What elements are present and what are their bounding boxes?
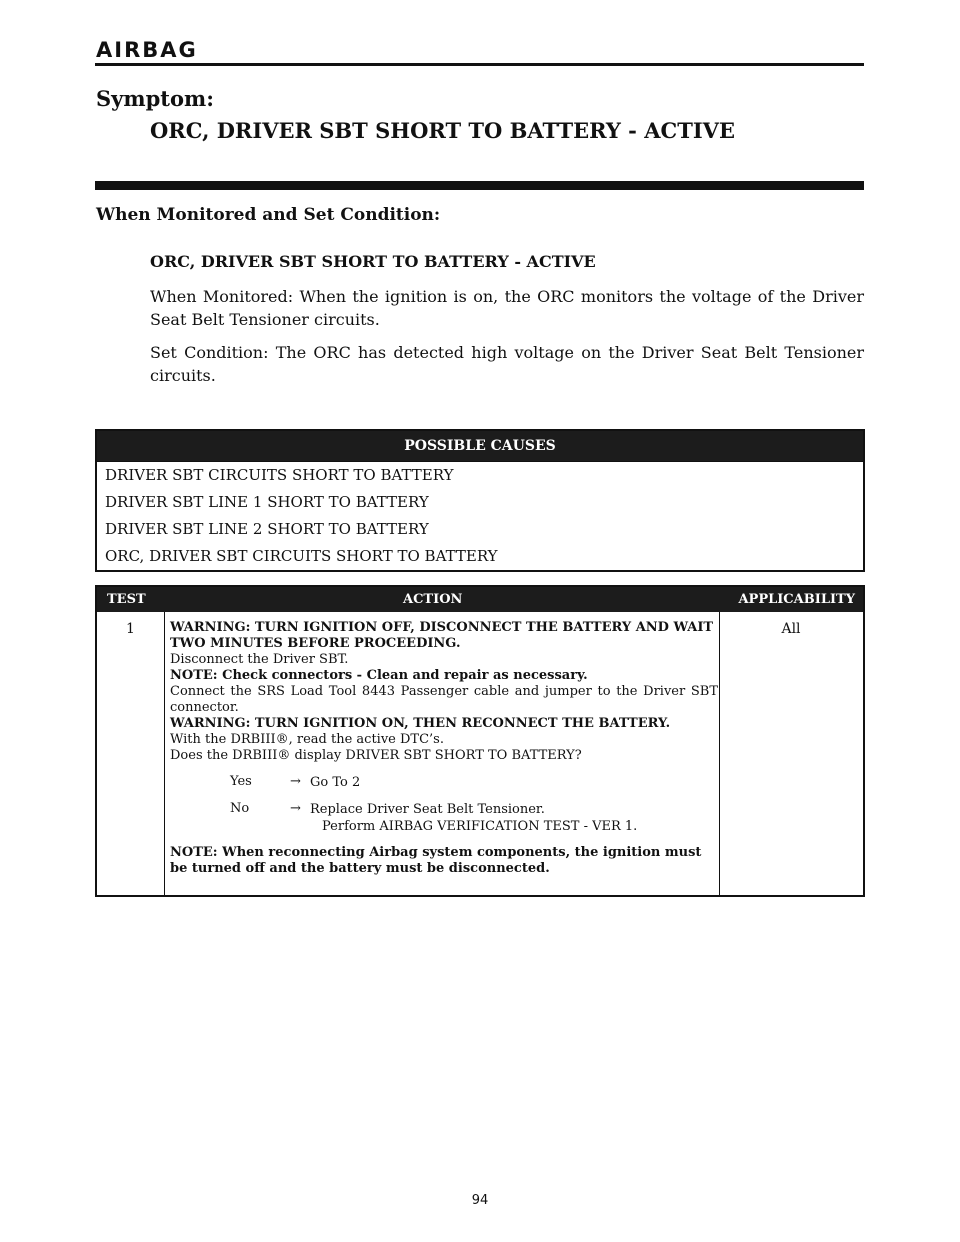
test-row <box>97 612 863 895</box>
no-result-line: Replace Driver Seat Belt Tensioner. <box>310 802 545 817</box>
no-branch <box>170 801 718 835</box>
test-applicability: All <box>781 621 801 637</box>
question-text: Does the DRBIII® display DRIVER SBT SHORT TO BATTERY? <box>170 748 582 763</box>
symptom-title: ORC, DRIVER SBT SHORT TO BATTERY - ACTIVE <box>150 118 735 143</box>
header-applicability: APPLICABILITY <box>738 592 855 607</box>
section-title: AIRBAG <box>96 38 198 62</box>
cause-item: DRIVER SBT CIRCUITS SHORT TO BATTERY <box>97 461 863 489</box>
yes-label: Yes <box>230 774 252 789</box>
step-text: Connect the SRS Load Tool 8443 Passenger cable and jumper to the Driver SBT connector. <box>170 684 718 715</box>
step-text: With the DRBIII®, read the active DTC’s. <box>170 732 444 747</box>
test-action <box>170 620 718 877</box>
warning-text: WARNING: TURN IGNITION ON, THEN RECONNECT THE BATTERY. <box>170 716 671 731</box>
condition-subtitle: ORC, DRIVER SBT SHORT TO BATTERY - ACTIVE <box>150 252 596 271</box>
header-test: TEST <box>107 592 146 607</box>
header-action: ACTION <box>403 592 463 607</box>
set-condition-text: Set Condition: The ORC has detected high voltage on the Driver Seat Belt Tensioner circuits. <box>150 343 864 385</box>
note-text: NOTE: Check connectors - Clean and repair as necessary. <box>170 668 588 683</box>
note-text: NOTE: When reconnecting Airbag system components, the ignition must be turned off and the battery must be disconnected. <box>170 845 702 876</box>
possible-causes-table <box>95 429 865 572</box>
no-result <box>310 801 637 835</box>
test-number: 1 <box>126 621 135 637</box>
condition-heading: When Monitored and Set Condition: <box>96 205 441 225</box>
symptom-label: Symptom: <box>96 86 214 111</box>
header-rule <box>95 63 864 66</box>
no-result-line: Perform AIRBAG VERIFICATION TEST - VER 1. <box>322 819 638 834</box>
when-monitored-text: When Monitored: When the ignition is on, the ORC monitors the voltage of the Driver Seat Belt Tensioner circuits. <box>150 287 864 329</box>
yes-branch <box>170 774 718 791</box>
arrow-icon: → <box>290 801 301 816</box>
yes-result: Go To 2 <box>310 775 361 790</box>
column-divider <box>719 612 720 895</box>
condition-block <box>150 250 864 397</box>
step-text: Disconnect the Driver SBT. <box>170 652 349 667</box>
possible-causes-header: POSSIBLE CAUSES <box>97 431 863 461</box>
test-table-header <box>97 587 863 612</box>
symptom-rule <box>95 181 864 190</box>
arrow-icon: → <box>290 774 301 789</box>
column-divider <box>164 612 165 895</box>
warning-text: WARNING: TURN IGNITION OFF, DISCONNECT THE BATTERY AND WAIT TWO MINUTES BEFORE PROCEEDING. <box>170 620 714 651</box>
no-label: No <box>230 801 250 816</box>
cause-item: DRIVER SBT LINE 1 SHORT TO BATTERY <box>105 493 429 511</box>
test-table <box>95 585 865 897</box>
cause-item: ORC, DRIVER SBT CIRCUITS SHORT TO BATTERY <box>105 547 498 565</box>
cause-item: DRIVER SBT LINE 2 SHORT TO BATTERY <box>105 520 429 538</box>
page-number: 94 <box>471 1193 489 1208</box>
